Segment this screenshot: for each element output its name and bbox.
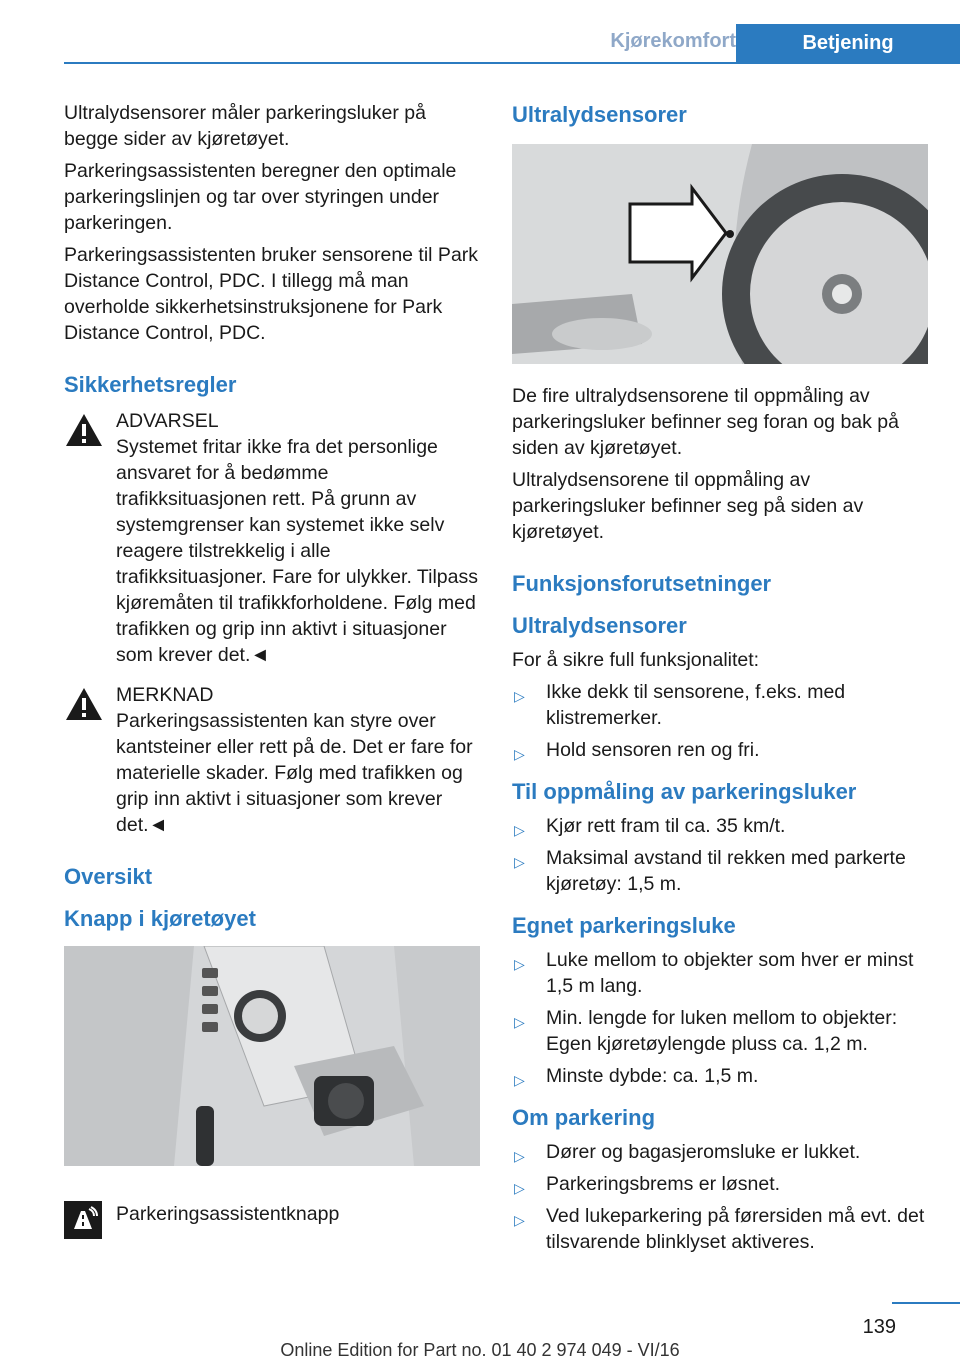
- warning-triangle-icon: [64, 412, 104, 448]
- triangle-bullet-icon: ▷: [514, 688, 525, 704]
- heading-sensors-2: Ultralydsensorer: [512, 613, 687, 638]
- heading-prerequisites: Funksjonsforutsetninger: [512, 571, 772, 596]
- list-item: ▷ Dører og bagasjeromsluke er lukket.: [512, 1139, 928, 1165]
- warning-title-2: MERKNAD: [116, 684, 214, 706]
- heading-button: Knapp i kjøretøyet: [64, 906, 256, 931]
- button-caption-text: Parkeringsassistentknapp: [116, 1203, 340, 1225]
- suitable-space-list: [512, 947, 928, 1089]
- list-item: ▷ Maksimal avstand til rekken med parkerte kjøretøy: 1,5 m.: [514, 847, 906, 895]
- triangle-bullet-icon: ▷: [514, 1072, 525, 1088]
- sensor-location-image: [512, 144, 928, 364]
- chapter-tab: Betjening: [736, 24, 960, 62]
- sensor-paragraph-1: De fire ultralydsensorene til oppmåling av parkeringsluker befinner seg foran og bak på siden av kjøretøyet.: [512, 385, 899, 459]
- intro-paragraph-1: Ultralydsensorer måler parkeringsluker på begge sider av kjøretøyet.: [64, 102, 426, 150]
- heading-about-parking: Om parkering: [512, 1105, 656, 1130]
- list-item: ▷ Ved lukeparkering på førersiden må evt. det tilsvarende blinklyset aktiveres.: [514, 1205, 925, 1253]
- intro-paragraph-3: Parkeringsassistenten bruker sensorene til Park Distance Control, PDC. I tillegg må man overholde sikkerhetsinstruksjonene for Park Distance Control, PDC.: [64, 244, 479, 344]
- warning-title-1: ADVARSEL: [116, 410, 219, 432]
- heading-overview: Oversikt: [64, 864, 153, 889]
- triangle-bullet-icon: ▷: [514, 854, 525, 870]
- warning-block-1: [64, 408, 480, 668]
- triangle-bullet-icon: ▷: [514, 1180, 525, 1196]
- list-item: ▷ Parkeringsbrems er løsnet.: [512, 1171, 928, 1197]
- warning-text-2: Parkeringsassistenten kan styre over kantsteiner eller rett på de. Det er fare for materielle skader. Følg med trafikken og grip inn aktivt i situasjoner som krever det.◄: [116, 710, 473, 836]
- right-column: [512, 100, 928, 1261]
- triangle-bullet-icon: ▷: [514, 1148, 525, 1164]
- warning-triangle-icon: [64, 686, 104, 722]
- button-caption: [64, 1193, 480, 1239]
- triangle-bullet-icon: ▷: [514, 956, 525, 972]
- heading-sensors: Ultralydsensorer: [512, 102, 687, 127]
- list-item: ▷ Min. lengde for luken mellom to objekter: Egen kjøretøylengde pluss ca. 1,2 m.: [514, 1007, 898, 1055]
- triangle-bullet-icon: ▷: [514, 822, 525, 838]
- heading-safety: Sikkerhetsregler: [64, 372, 237, 397]
- page-number-rule: [892, 1302, 960, 1304]
- intro-paragraph-2: Parkeringsassistenten beregner den optimale parkeringslinjen og tar over styringen under parkeringen.: [64, 160, 457, 234]
- footer-edition: Online Edition for Part no. 01 40 2 974 049 - VI/16: [280, 1340, 680, 1360]
- sensor-paragraph-2: Ultralydsensorene til oppmåling av parkeringsluker befinner seg på siden av kjøretøyet.: [512, 469, 864, 543]
- center-console-image: [64, 946, 480, 1166]
- warning-block-2: [64, 682, 480, 838]
- warning-text-1: Systemet fritar ikke fra det personlige ansvaret for å bedømme trafikksituasjonen rett. På grunn av systemgrenser kan systemet ikke selv reagere tilstrekkelig i alle trafikksituasjoner. Fare for ulykker. Tilpass kjøremåten til trafikkforholdene. Følg med trafikken og grip inn aktivt i situasjoner som krever det.◄: [116, 436, 478, 666]
- triangle-bullet-icon: ▷: [514, 746, 525, 762]
- list-item: ▷ Ikke dekk til sensorene, f.eks. med klistremerker.: [514, 681, 846, 729]
- list-item: ▷ Hold sensoren ren og fri.: [512, 737, 928, 763]
- parking-conditions-list: [512, 1139, 928, 1255]
- parking-assistant-icon: [64, 1201, 102, 1239]
- heading-measure: Til oppmåling av parkeringsluker: [512, 779, 857, 804]
- sensor-requirements-list: [512, 679, 928, 763]
- heading-suitable-space: Egnet parkeringsluke: [512, 913, 736, 938]
- page-header: [64, 24, 960, 64]
- measure-requirements-list: [512, 813, 928, 897]
- triangle-bullet-icon: ▷: [514, 1014, 525, 1030]
- page-number: 139: [862, 1316, 896, 1338]
- list-item: ▷ Kjør rett fram til ca. 35 km/t.: [512, 813, 928, 839]
- full-function-intro: For å sikre full funksjonalitet:: [512, 649, 760, 671]
- list-item: ▷ Minste dybde: ca. 1,5 m.: [512, 1063, 928, 1089]
- triangle-bullet-icon: ▷: [514, 1212, 525, 1228]
- list-item: ▷ Luke mellom to objekter som hver er minst 1,5 m lang.: [514, 949, 914, 997]
- section-tab: Kjørekomfort: [610, 30, 736, 52]
- left-column: [64, 100, 480, 1239]
